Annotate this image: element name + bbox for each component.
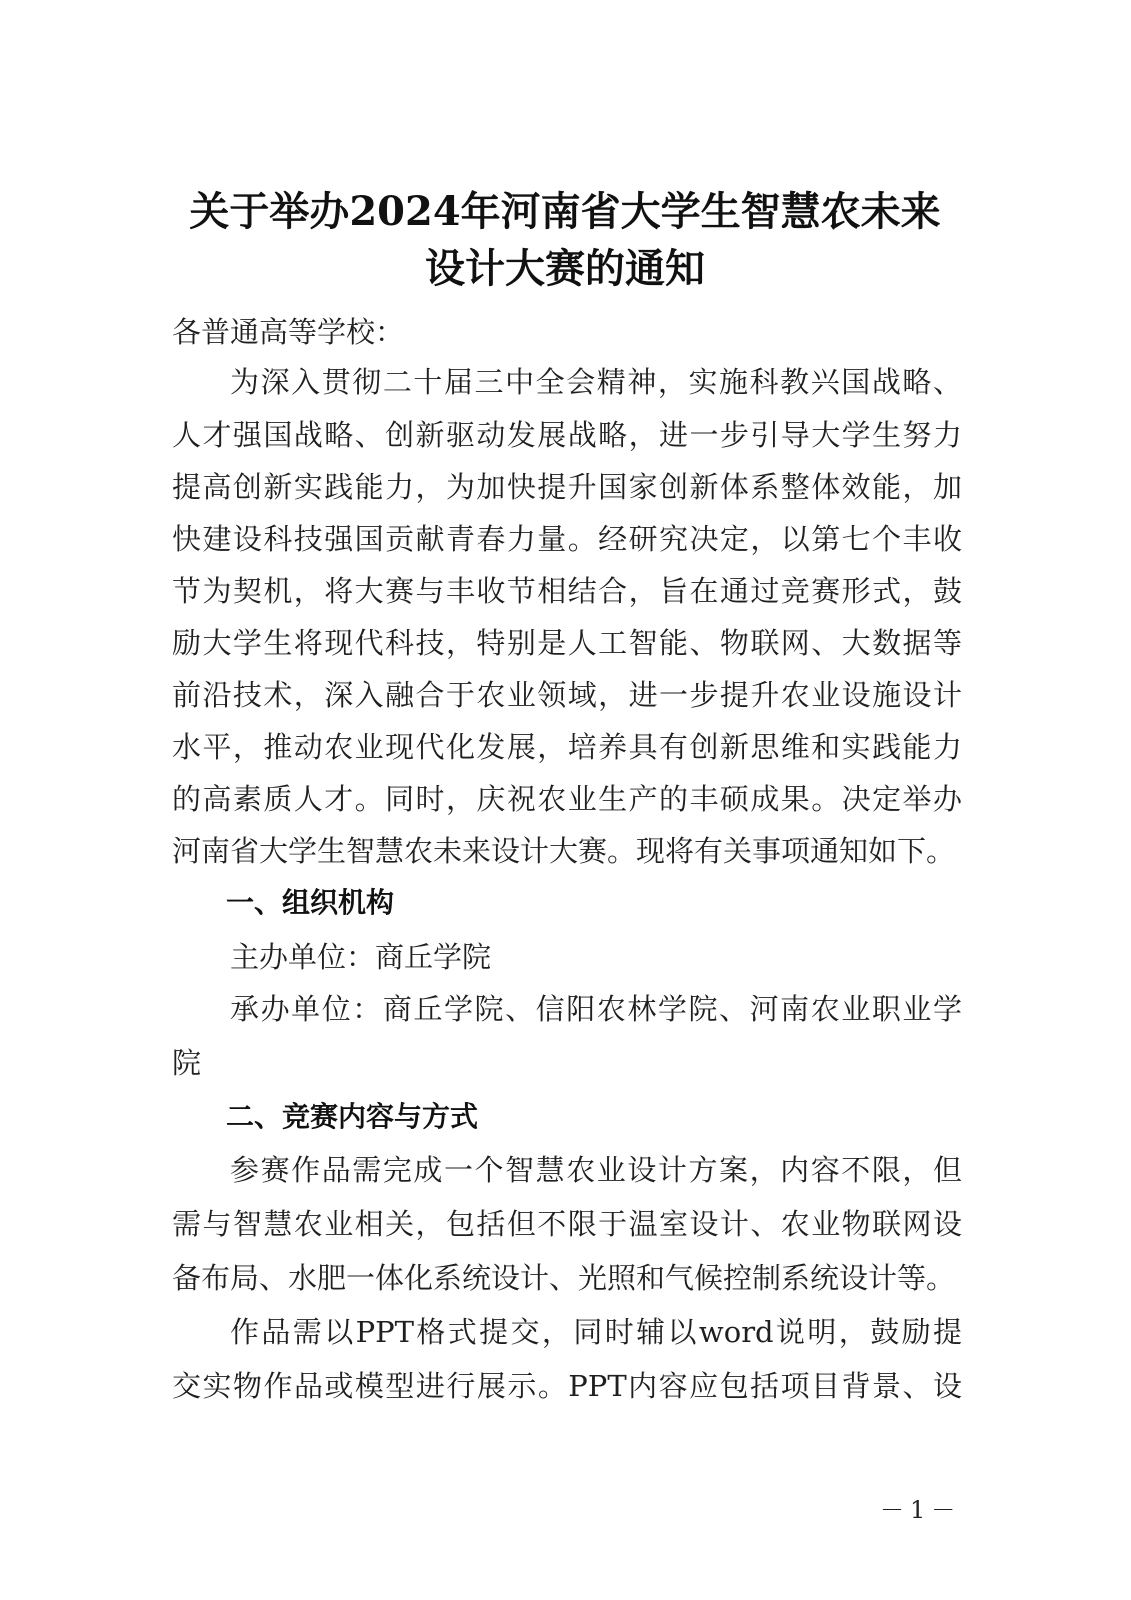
page-number: －1－ bbox=[880, 1496, 962, 1524]
document-title-line-1: 关于举办2024年河南省大学生智慧农未来 bbox=[189, 188, 941, 235]
intro-line: 节为契机，将大赛与丰收节相结合，旨在通过竞赛形式，鼓 bbox=[172, 574, 962, 608]
intro-line: 快建设科技强国贡献青春力量。经研究决定，以第七个丰收 bbox=[172, 522, 962, 556]
intro-line: 为深入贯彻二十届三中全会精神，实施科教兴国战略、 bbox=[230, 365, 962, 399]
salutation: 各普通高等学校： bbox=[172, 315, 405, 349]
intro-line: 提高创新实践能力，为加快提升国家创新体系整体效能，加 bbox=[172, 470, 962, 504]
section-1-heading: 一、组织机构 bbox=[226, 886, 395, 919]
intro-line: 前沿技术，深入融合于农业领域，进一步提升农业设施设计 bbox=[172, 678, 962, 712]
intro-line: 水平，推动农业现代化发展，培养具有创新思维和实践能力 bbox=[172, 730, 962, 764]
section-2-paragraph-line: 作品需以PPT格式提交，同时辅以word说明，鼓励提 bbox=[230, 1315, 962, 1349]
section-2-paragraph-line: 需与智慧农业相关，包括但不限于温室设计、农业物联网设 bbox=[172, 1207, 962, 1241]
host-unit: 主办单位：商丘学院 bbox=[230, 940, 492, 974]
intro-line: 人才强国战略、创新驱动发展战略，进一步引导大学生努力 bbox=[172, 418, 962, 452]
intro-line: 的高素质人才。同时，庆祝农业生产的丰硕成果。决定举办 bbox=[172, 782, 962, 816]
document-title-line-2: 设计大赛的通知 bbox=[425, 245, 705, 292]
organizer-unit: 承办单位：商丘学院、信阳农林学院、河南农业职业学 bbox=[230, 992, 962, 1026]
organizer-unit-continued: 院 bbox=[172, 1046, 202, 1080]
intro-line: 励大学生将现代科技，特别是人工智能、物联网、大数据等 bbox=[172, 626, 962, 660]
section-2-heading: 二、竞赛内容与方式 bbox=[226, 1100, 479, 1133]
intro-line: 河南省大学生智慧农未来设计大赛。现将有关事项通知如下。 bbox=[172, 834, 956, 868]
section-2-paragraph-line: 交实物作品或模型进行展示。PPT内容应包括项目背景、设 bbox=[172, 1369, 962, 1403]
section-2-paragraph-line: 备布局、水肥一体化系统设计、光照和气候控制系统设计等。 bbox=[172, 1261, 956, 1295]
section-2-paragraph-line: 参赛作品需完成一个智慧农业设计方案，内容不限，但 bbox=[230, 1153, 962, 1187]
